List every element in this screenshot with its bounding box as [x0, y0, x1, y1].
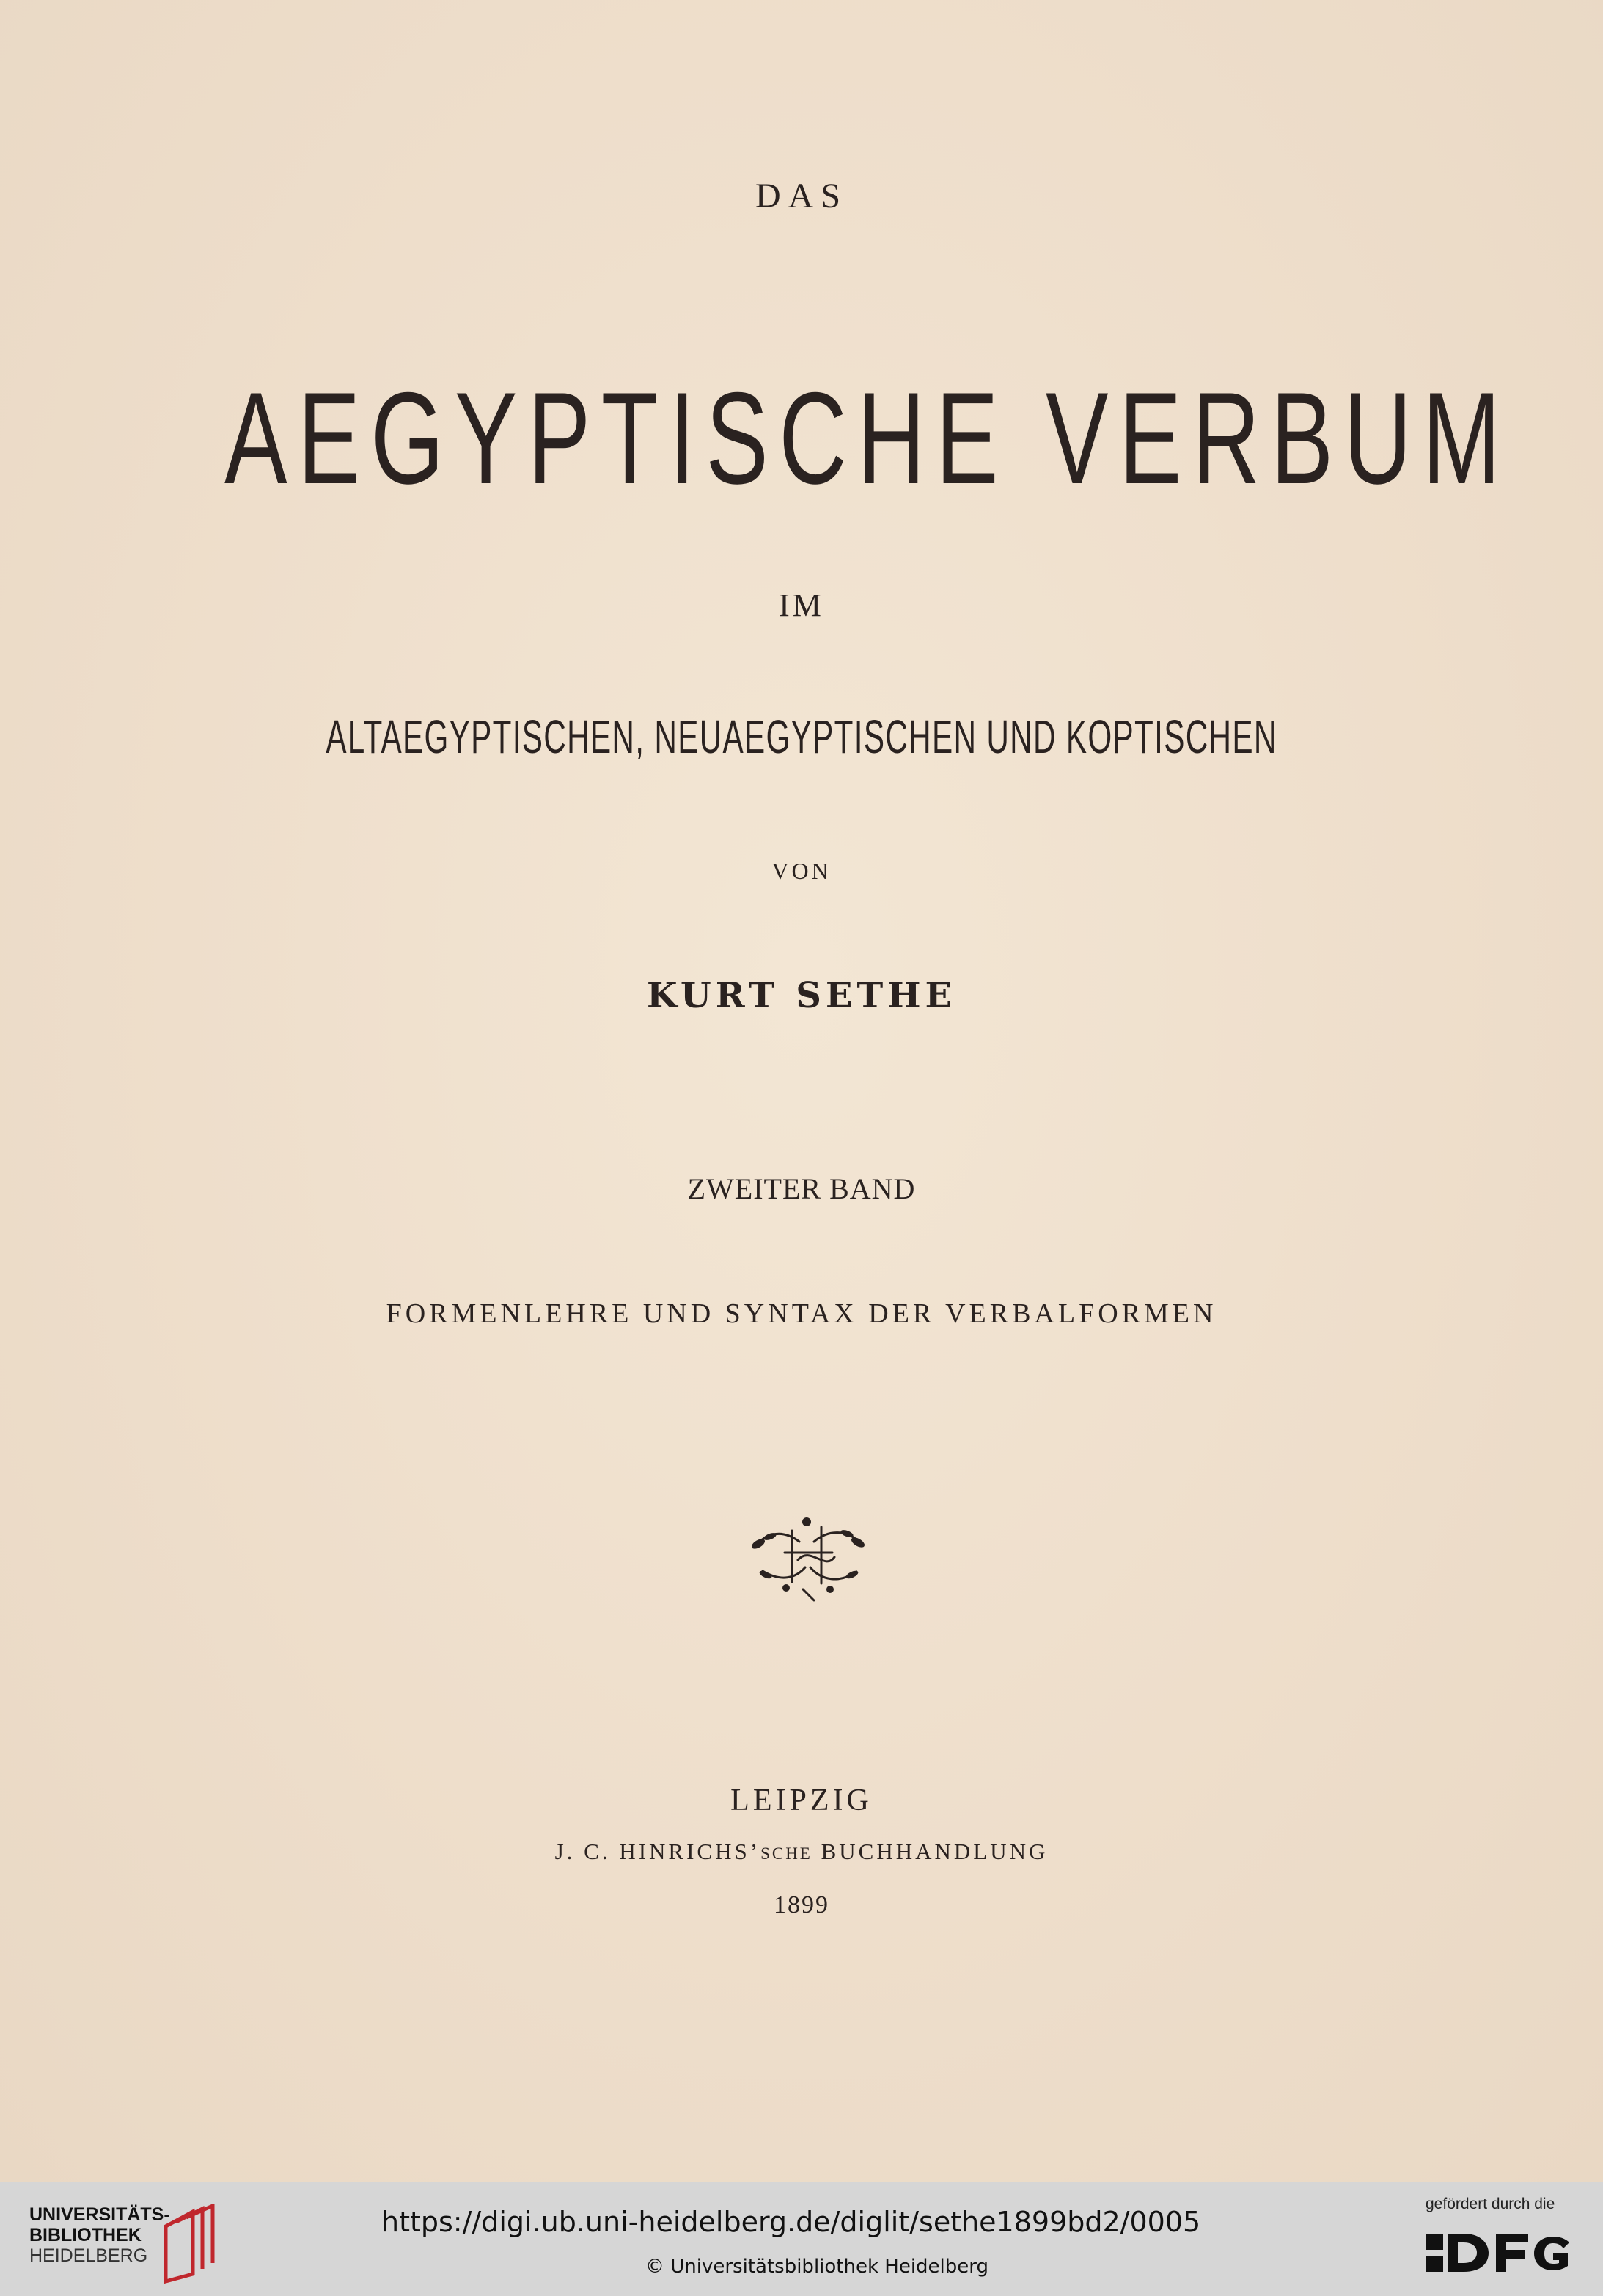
digitization-footer [0, 2182, 1603, 2296]
main-title: AEGYPTISCHE VERBUM [224, 365, 1511, 511]
library-logo[interactable] [29, 2204, 235, 2285]
funder-caption: gefördert durch die [1426, 2196, 1555, 2212]
library-name-line3: HEIDELBERG [29, 2245, 148, 2266]
title-article: DAS [755, 177, 848, 216]
library-name-line1: UNIVERSITÄTS- [29, 2204, 170, 2225]
funder-logo[interactable] [1426, 2196, 1587, 2291]
publisher-monogram-ornament-icon [741, 1501, 873, 1604]
title-preposition: IM [779, 587, 824, 623]
library-name [29, 2204, 170, 2266]
author-name: KURT SETHE [646, 975, 957, 1016]
volume-label: ZWEITER BAND [687, 1172, 916, 1205]
copyright-notice: © Universitätsbibliothek Heidelberg [645, 2256, 989, 2278]
dfg-logo-icon [1426, 2220, 1587, 2288]
subtitle: ALTAEGYPTISCHEN, NEUAEGYPTISCHEN UND KOPTISCHEN [326, 710, 1277, 763]
publication-year: 1899 [774, 1891, 829, 1918]
publisher-prefix: J. C. HINRICHS’ [554, 1839, 761, 1864]
permalink-url[interactable]: https://digi.ub.uni-heidelberg.de/diglit/sethe1899bd2/0005 [381, 2206, 1201, 2238]
by-line: VON [771, 858, 832, 884]
publisher-suffix: BUCHHANDLUNG [812, 1839, 1049, 1864]
publication-city: LEIPZIG [730, 1784, 873, 1817]
library-name-line2: BIBLIOTHEK [29, 2225, 142, 2245]
volume-subject: FORMENLEHRE UND SYNTAX DER VERBALFORMEN [386, 1298, 1217, 1329]
publisher-smallcaps: SCHE [760, 1844, 812, 1863]
publisher-name [0, 1839, 1603, 1865]
heidelberg-library-logo-icon [160, 2204, 220, 2285]
